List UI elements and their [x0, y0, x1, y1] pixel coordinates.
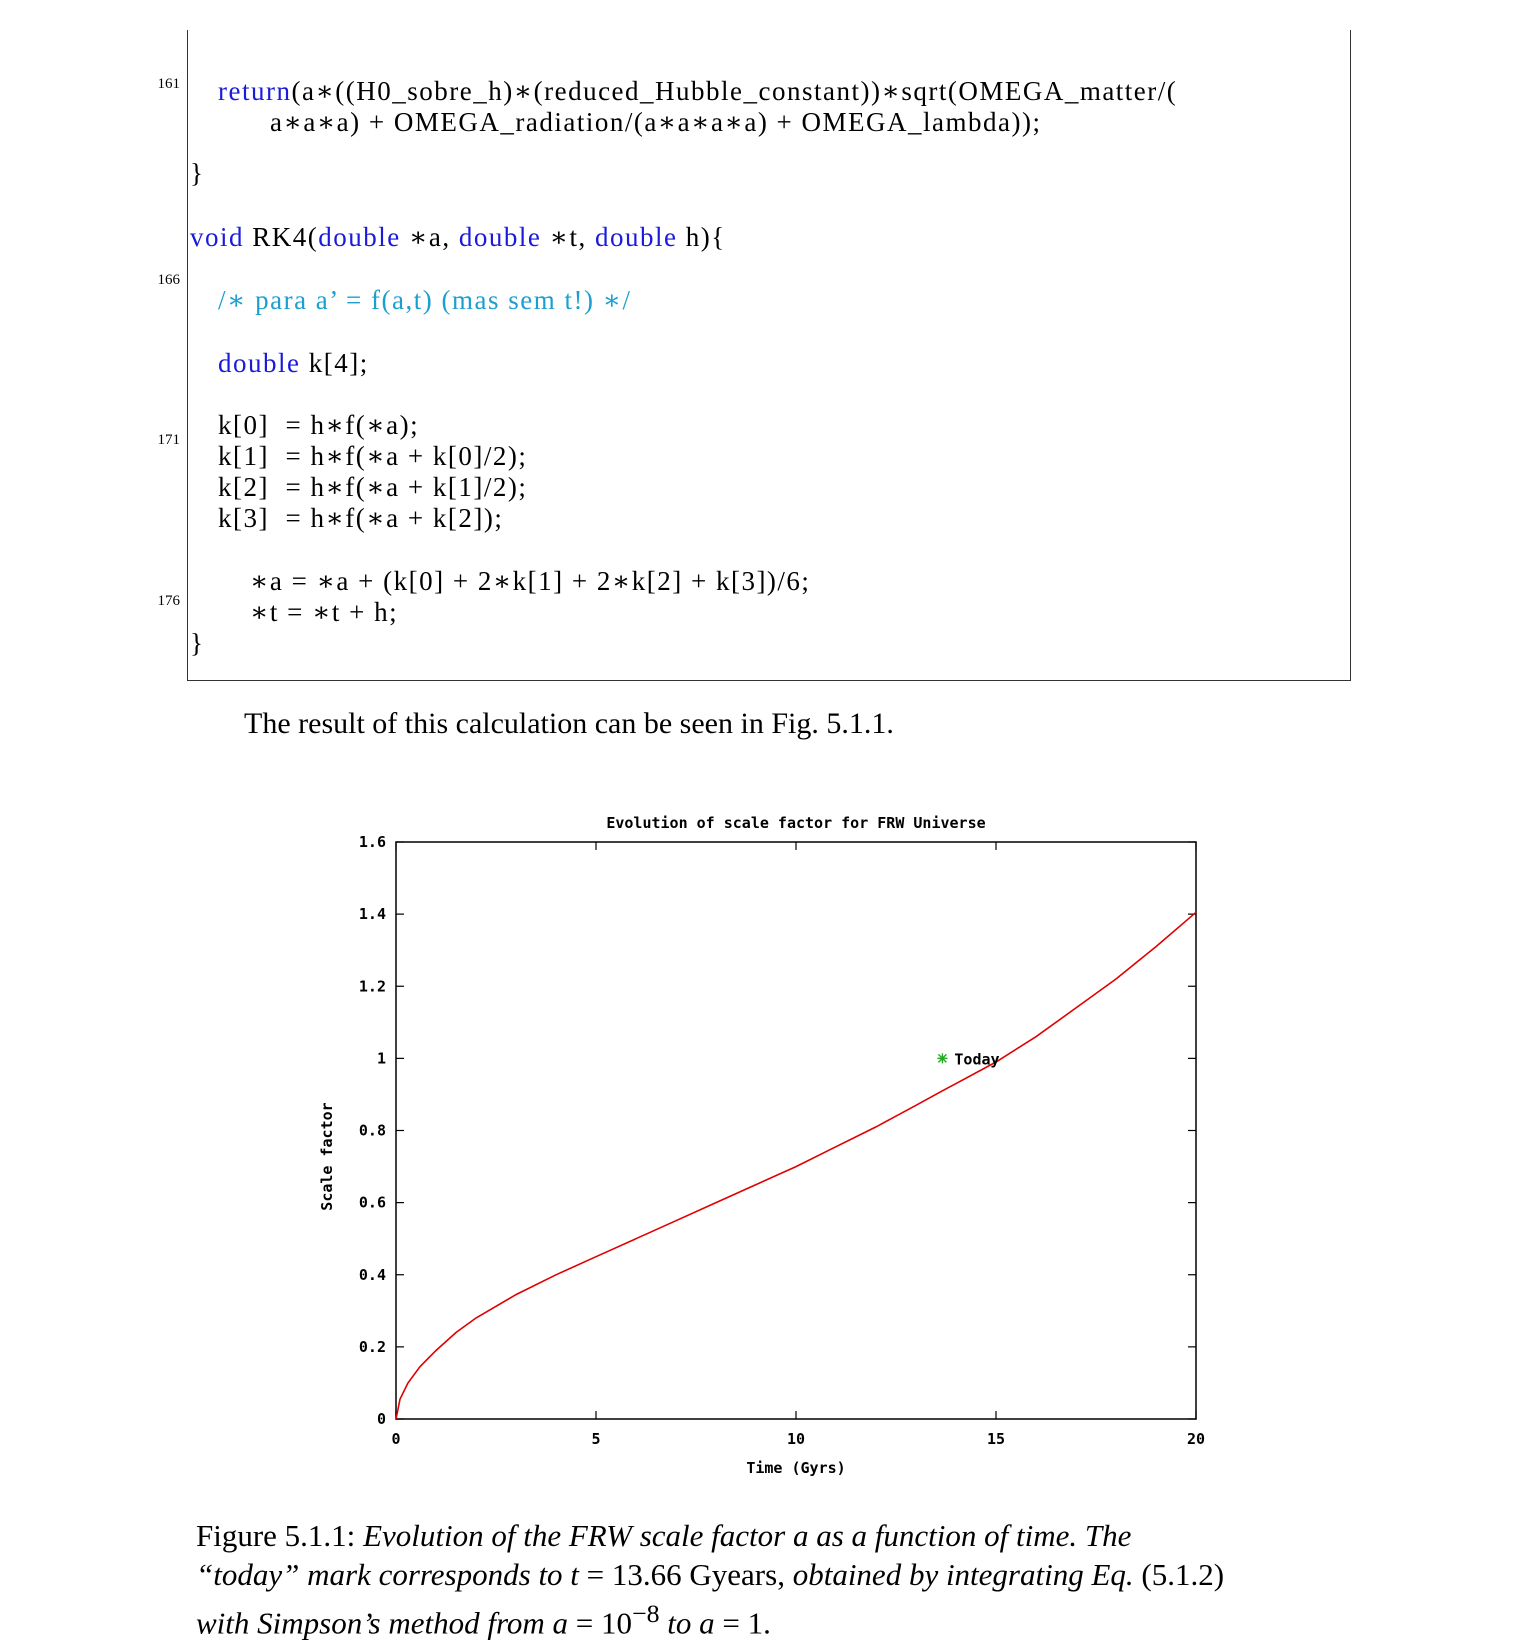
code-line	[218, 76, 1177, 107]
caption-text-2d: (5.1.2)	[1133, 1557, 1225, 1592]
code-line	[190, 222, 726, 253]
y-tick-label: 1	[376, 1049, 386, 1068]
y-tick-label: 0.4	[358, 1265, 386, 1284]
code-line	[218, 472, 527, 503]
x-tick-label: 15	[986, 1430, 1006, 1448]
line-number: 176	[157, 593, 180, 609]
code-line	[218, 503, 503, 534]
code-text: k[3] = h∗f(∗a + k[2]);	[218, 503, 504, 533]
caption-line-1	[196, 1516, 1342, 1555]
today-marker	[937, 1053, 947, 1063]
code-text: ∗a,	[400, 222, 459, 252]
today-label: Today	[954, 1050, 1000, 1069]
chart-title: Evolution of scale factor for FRW Universe	[606, 814, 986, 832]
code-line	[190, 158, 204, 189]
y-tick-label: 0.8	[358, 1121, 386, 1140]
code-keyword: double	[594, 222, 678, 252]
code-line	[218, 348, 369, 379]
caption-text-2c: obtained by integrating Eq.	[792, 1557, 1134, 1592]
caption-text-3a: with Simpson’s method from a	[196, 1605, 569, 1641]
scale-factor-chart	[300, 800, 1220, 1480]
code-text: k[0] = h∗f(∗a);	[218, 410, 420, 440]
caption-line-2	[196, 1555, 1342, 1594]
body-paragraph: The result of this calculation can be seen in Fig. 5.1.1.	[244, 707, 894, 740]
y-tick-label: 1.2	[358, 977, 386, 996]
code-line	[218, 285, 632, 316]
scale-factor-series-line	[396, 912, 1196, 1419]
x-tick-label: 0	[391, 1430, 401, 1448]
code-keyword: double	[318, 222, 401, 252]
code-line	[250, 566, 810, 597]
code-text: ∗t,	[541, 222, 595, 252]
code-listing-frame	[187, 30, 1351, 681]
plot-frame	[396, 842, 1196, 1419]
y-axis-label: Scale factor	[318, 1102, 336, 1211]
y-tick-label: 1.4	[358, 905, 386, 924]
code-text: }	[190, 158, 205, 188]
code-comment: /∗ para a’ = f(a,t) (mas sem t!) ∗/	[218, 285, 632, 315]
code-text: k[4];	[300, 348, 369, 378]
figure-caption	[196, 1516, 1342, 1642]
caption-line-3	[196, 1594, 1342, 1642]
code-line	[218, 441, 527, 472]
code-keyword: void	[190, 222, 245, 252]
code-line	[270, 107, 1041, 138]
caption-text-2a: “today” mark corresponds to t	[196, 1557, 579, 1592]
code-text: ∗a = ∗a + (k[0] + 2∗k[1] + 2∗k[2] + k[3])/6;	[250, 566, 811, 596]
caption-text-3b: = 10	[568, 1605, 633, 1641]
code-text: h){	[677, 222, 726, 252]
x-tick-label: 20	[1186, 1430, 1206, 1448]
x-axis-label: Time (Gyrs)	[746, 1459, 846, 1477]
code-line	[190, 628, 204, 659]
x-axis-ticks	[391, 842, 1205, 1448]
y-tick-label: 1.6	[358, 833, 386, 851]
caption-exponent: −8	[632, 1599, 660, 1628]
caption-text-1: Evolution of the FRW scale factor a as a function of time. The	[363, 1518, 1132, 1553]
code-text: (a∗((H0_sobre_h)∗(reduced_Hubble_constant))∗sqrt(OMEGA_matter/(	[291, 76, 1178, 106]
caption-label: Figure 5.1.1:	[196, 1518, 356, 1553]
caption-text-2b: = 13.66 Gyears,	[578, 1557, 793, 1592]
y-tick-label: 0	[376, 1410, 386, 1428]
y-tick-label: 0.6	[358, 1193, 386, 1212]
code-text: k[2] = h∗f(∗a + k[1]/2);	[218, 472, 528, 502]
code-text: RK4(	[244, 222, 319, 252]
x-tick-label: 5	[591, 1430, 601, 1448]
y-tick-label: 0.2	[358, 1337, 386, 1356]
code-text: ∗t = ∗t + h;	[250, 597, 399, 627]
line-number: 171	[157, 432, 180, 448]
code-keyword: double	[458, 222, 542, 252]
code-text: a∗a∗a) + OMEGA_radiation/(a∗a∗a∗a) + OMEGA_lambda));	[270, 107, 1042, 137]
code-line	[250, 597, 398, 628]
caption-text-3d: = 1.	[714, 1605, 771, 1641]
y-axis-ticks	[359, 833, 1196, 1428]
line-number: 166	[157, 272, 180, 288]
code-keyword: double	[218, 348, 301, 378]
code-text: }	[190, 628, 205, 658]
line-number: 161	[157, 76, 180, 92]
code-keyword: return	[218, 76, 292, 106]
x-tick-label: 10	[786, 1430, 806, 1448]
code-line	[218, 410, 419, 441]
today-annotation	[937, 1050, 999, 1068]
code-text: k[1] = h∗f(∗a + k[0]/2);	[218, 441, 528, 471]
caption-text-3c: to a	[659, 1605, 715, 1641]
